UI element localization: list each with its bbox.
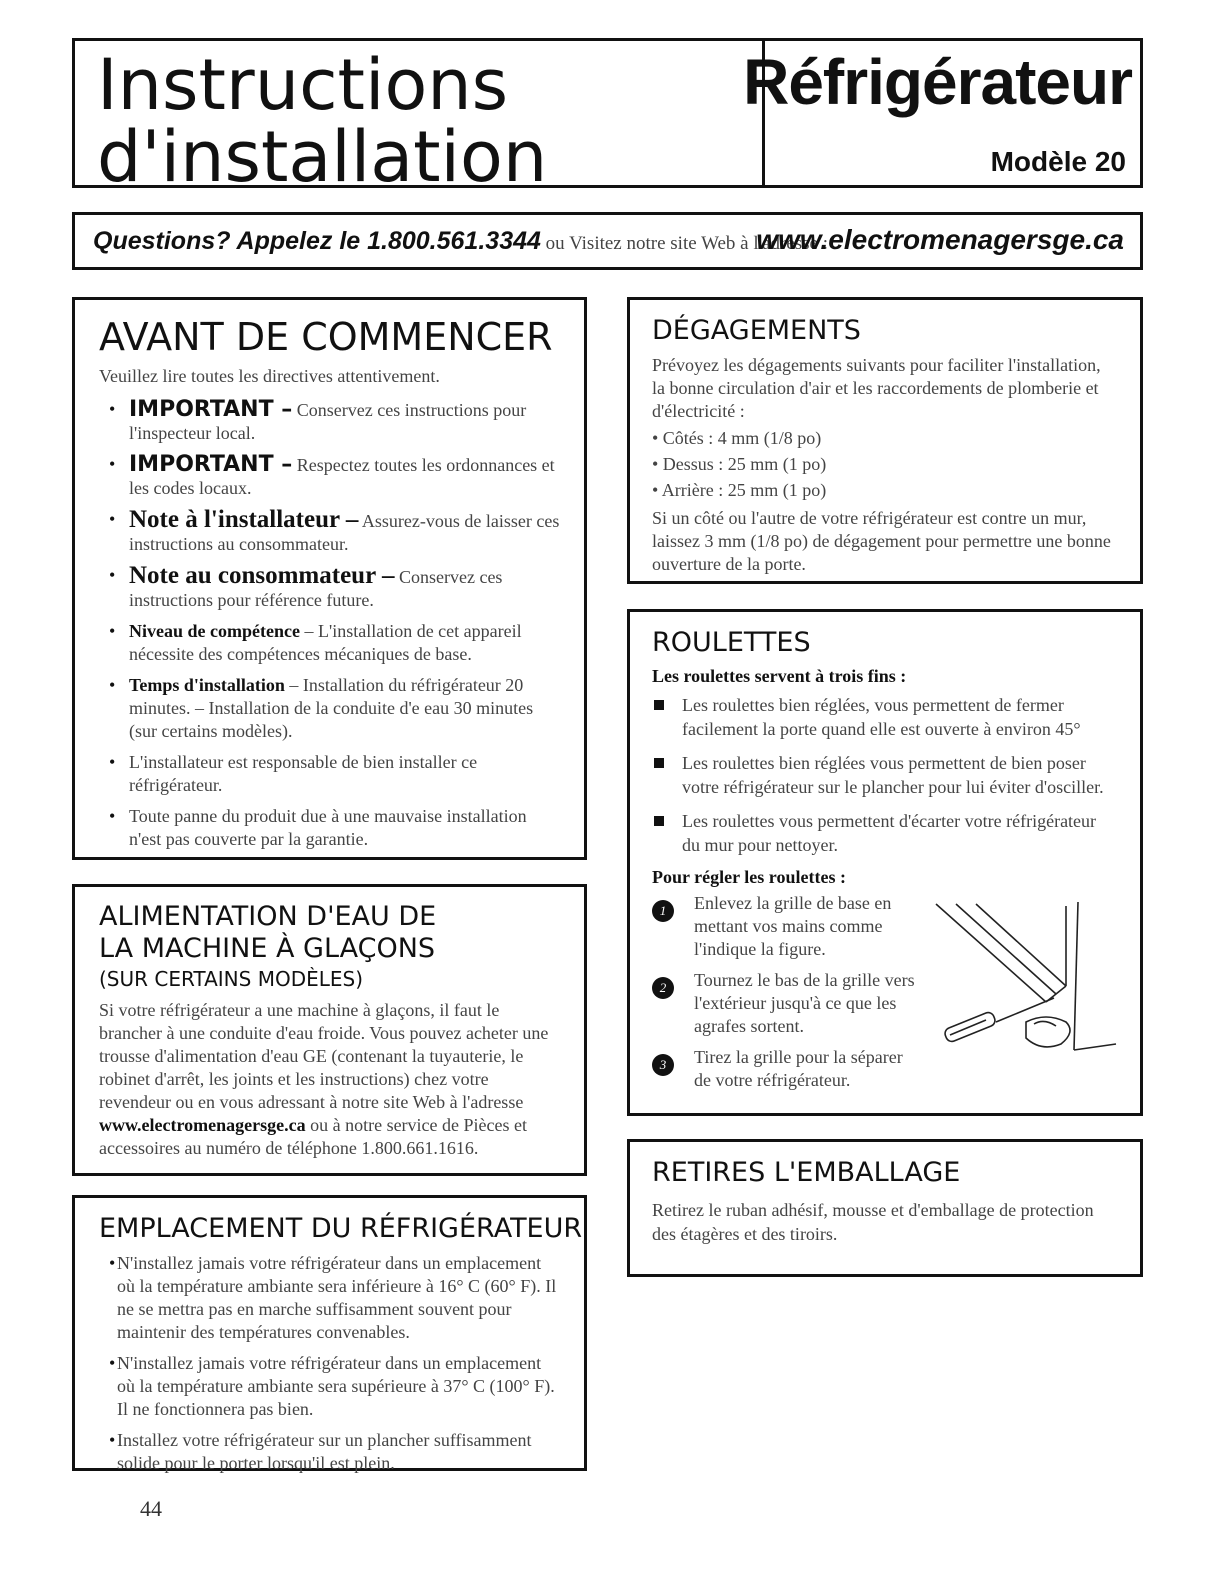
emplacement-list (99, 1252, 562, 1475)
steps-list (652, 892, 922, 1092)
section-title: EMPLACEMENT DU RÉFRIGÉRATEUR (99, 1213, 583, 1244)
item-label: Note à l'installateur – (129, 506, 359, 533)
list-item (99, 620, 562, 666)
list-item: • N'installez jamais votre réfrigérateur dans un emplacement où la température ambiante sera supérieure à 37° C (100° F). Il ne fonctionnera pas bien. (99, 1352, 562, 1421)
body-text: ou à notre service de Pièces et accessoires au numéro de téléphone 1.800.661.1616. (99, 1115, 527, 1158)
section-intro: Veuillez lire toutes les directives attentivement. (99, 366, 440, 386)
item-text: Conservez ces instructions pour référence future. (129, 567, 503, 610)
list-item (99, 398, 562, 445)
title-line-1: Instructions (97, 44, 509, 126)
section-emballage (627, 1139, 1143, 1277)
item-text: – Installation du réfrigérateur 20 minutes. – Installation de la conduite d'e eau 30 minutes (sur certains modèles). (129, 675, 534, 741)
item-text: Toute panne du produit due à une mauvaise installation n'est pas couverte par la garantie. (129, 806, 527, 849)
section-title: AVANT DE COMMENCER (99, 315, 553, 359)
section-body: Retirez le ruban adhésif, mousse et d'emballage de protection des étagères et des tiroirs. (652, 1200, 1094, 1244)
step-number: 3 (652, 1054, 674, 1076)
questions-bar (72, 212, 1143, 270)
section-title (99, 901, 562, 965)
item-text: Conservez ces instructions pour l'inspecteur local. (129, 400, 527, 443)
section-body (99, 999, 562, 1160)
section-note: Si un côté ou l'autre de votre réfrigérateur est contre un mur, laissez 3 mm (1/8 po) de dégagement pour permettre une bonne ouverture de la porte. (652, 508, 1111, 574)
website-link[interactable]: www.electromenagersge.ca (756, 224, 1124, 255)
item-text: Assurez-vous de laisser ces instructions au consommateur. (129, 511, 560, 554)
section-roulettes (627, 609, 1143, 1116)
list-item (99, 453, 562, 500)
title-line-2: d'installation (97, 116, 548, 198)
section-title: DÉGAGEMENTS (652, 315, 861, 346)
item-label: IMPORTANT – (129, 397, 293, 422)
section-subtitle: (SUR CERTAINS MODÈLES) (99, 967, 364, 991)
page-number: 44 (140, 1496, 162, 1521)
item-text: – L'installation de cet appareil nécessite des compétences mécaniques de base. (129, 621, 522, 664)
header-title-panel (75, 41, 765, 198)
section-emplacement (72, 1195, 587, 1471)
item-label: Note au consommateur – (129, 562, 395, 589)
roulettes-list (652, 693, 1118, 857)
product-name: Réfrigérateur (743, 46, 1132, 118)
list-item (99, 805, 562, 851)
header-box (72, 38, 1143, 198)
list-item (99, 674, 562, 743)
title-line-1: ALIMENTATION D'EAU DE (99, 901, 437, 932)
step-number: 2 (652, 977, 674, 999)
website-prompt: ou Visitez notre site Web à l'adresse : (545, 233, 828, 254)
list-item (99, 508, 562, 556)
step-item (652, 1046, 922, 1092)
list-item (99, 751, 562, 797)
clearance-sides: • Côtés : 4 mm (1/8 po) (652, 428, 822, 448)
item-label: IMPORTANT – (129, 452, 293, 477)
step-item (652, 892, 922, 961)
list-item: Les roulettes bien réglées vous permettent de bien poser votre réfrigérateur sur le plancher pour lui éviter d'osciller. (652, 751, 1118, 799)
title-line-2: LA MACHINE À GLAÇONS (99, 933, 436, 964)
grille-removal-illustration (926, 902, 1126, 1082)
clearance-top: • Dessus : 25 mm (1 po) (652, 454, 827, 474)
clearance-back: • Arrière : 25 mm (1 po) (652, 480, 827, 500)
item-text: Respectez toutes les ordonnances et les codes locaux. (129, 455, 555, 498)
body-text: Si votre réfrigérateur a une machine à glaçons, il faut le brancher à une conduite d'eau froide. Vous pouvez acheter une trousse d'alimentation d'eau GE (contenant la tuyauterie, le robinet d'arrêt, les joints et les instructions) chez votre revendeur ou en vous adressant à notre site Web à l'adresse (99, 1000, 549, 1112)
section-title: ROULETTES (652, 627, 811, 658)
step-text: Tournez le bas de la grille vers l'extérieur jusqu'à ce que les agrafes sortent. (694, 970, 915, 1036)
list-item: • N'installez jamais votre réfrigérateur dans un emplacement où la température ambiante sera inférieure à 16° C (60° F). Il ne se mettra pas en marche suffisamment souvent pour maintenir des températures convenables. (99, 1252, 562, 1344)
step-text: Enlevez la grille de base en mettant vos mains comme l'indique la figure. (694, 893, 892, 959)
phone-prompt: Questions? Appelez le 1.800.561.3344 (93, 227, 541, 255)
avant-list (99, 398, 562, 851)
item-text: L'installateur est responsable de bien installer ce réfrigérateur. (129, 752, 478, 795)
section-alimentation (72, 884, 587, 1176)
roulettes-lead: Les roulettes servent à trois fins : (652, 666, 907, 686)
model-label: Modèle 20 (990, 146, 1126, 177)
document-title (97, 44, 548, 198)
section-title: RETIRES L'EMBALLAGE (652, 1157, 961, 1188)
list-item: Les roulettes bien réglées, vous permettent de fermer facilement la porte quand elle est ouverte à environ 45° (652, 693, 1118, 741)
steps-title: Pour régler les roulettes : (652, 867, 846, 887)
step-item (652, 969, 922, 1038)
list-item: • Installez votre réfrigérateur sur un plancher suffisamment solide pour le porter lorsqu'il est plein. (99, 1429, 562, 1475)
list-item: Les roulettes vous permettent d'écarter votre réfrigérateur du mur pour nettoyer. (652, 809, 1118, 857)
section-degagements (627, 297, 1143, 584)
section-intro: Prévoyez les dégagements suivants pour faciliter l'installation, la bonne circulation d'air et les raccordements de plomberie et d'électricité : (652, 355, 1101, 421)
step-text: Tirez la grille pour la séparer de votre réfrigérateur. (694, 1047, 903, 1090)
section-avant (72, 297, 587, 860)
item-label: Niveau de compétence (129, 621, 300, 641)
questions-line (93, 227, 828, 256)
website-link[interactable]: www.electromenagersge.ca (99, 1115, 306, 1135)
list-item (99, 564, 562, 612)
step-number: 1 (652, 900, 674, 922)
item-label: Temps d'installation (129, 675, 285, 695)
